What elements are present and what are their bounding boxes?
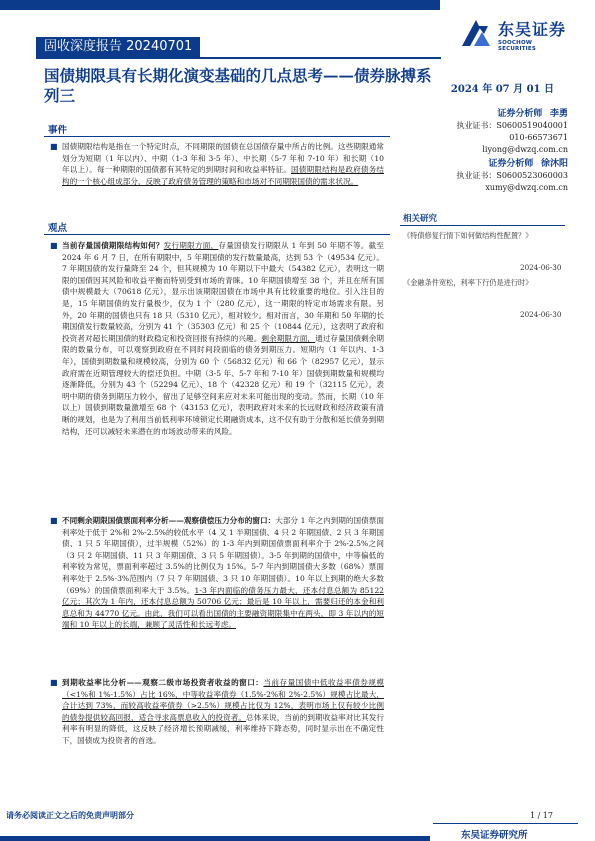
views-rule xyxy=(44,234,390,235)
company-logo xyxy=(458,14,568,54)
view-paragraph-3 xyxy=(50,677,385,747)
related-item-1-date: 2024-06-30 xyxy=(520,263,562,272)
view-1-lead: 当前存量国债期限结构如何？ xyxy=(62,241,164,250)
view-3-text-a: 当前存量国债中低收益率债券规模（<1%和 1%-1.5%）占比 16%，中等收益率债券（1.5%-2%和 2%-2.5%）规模占比最大，合计达到 73%，而较高收益率债券（>2.5%）规模占比仅为 12%，表明市场上仅有较少比例的债券提供较高回报，适合寻求高票息收入的投资者。 xyxy=(62,678,385,722)
related-item-2-title[interactable]: 《金融条件宽松，利率下行仍是进行时》 xyxy=(403,278,533,287)
view-2-text-a: 大部分 1 年之内到期的国债票面利率处于低于 2%和 2%-2.5%的较低水平（4 又 1 半期国债、4 只 2 年期国债、2 只 3 年期国债、1 只 5 年期国债），过半规模（52%）的 1-3 年内到期国债票面利率介于 2%-2.5%之间（3 只 2 年期国债、11 只 3 年期国债、3 只 5 年期国债）。3-5 年到期的国债中，中等偏低的利率较为常见，票面利率超过 3.5%的比例仅为 15%。5-7 年内到期国债大多数（68%）票面利率处于 2.5%-3%范围内（7 只 7 年期国债、3 只 10 年期国债）。10 年以上到期的绝大多数（69%）的国债票面利率大于 3.5%。 xyxy=(62,516,384,595)
view-paragraph-1 xyxy=(50,240,385,437)
report-type-tab: 固收深度报告 20240701 xyxy=(36,37,200,57)
bullet-icon: ■ xyxy=(50,678,58,687)
report-date: 2024 年 07 月 01 日 xyxy=(450,84,554,95)
footer-disclaimer: 请务必阅读正文之后的免责声明部分 xyxy=(6,810,134,820)
event-rule xyxy=(44,136,390,137)
view-2-lead: 不同剩余期限国债票面利率分析——观察债偿压力分布的窗口： xyxy=(62,516,276,525)
footer-bar xyxy=(0,836,430,841)
analyst-1-role: 证券分析师 xyxy=(497,109,543,119)
view-1-text-a: 存量国债发行期限从 1 年到 50 年期不等。截至 2024 年 6 月 7 日，在所有期限中，5 年期国债的发行数量最高，达到 53 个（49534 亿元）。7 年期国债的发行量降至 24 个，但其规模为 10 年期以下中最大（54382 亿元），表明这一期限的国债因其风险和收益平衡而特别受到市场的青睐。10 年期国债增至 38 个，并且在所有国债中规模最大（70618 亿元），显示出该期限国债在市场中具有比较重要的地位。引入注目的是，15 年期国债的发行量极少，仅为 1 个（280 亿元），这一期限的特定市场需求有限。另外，20 年期的国债也只有 18 只（5310 亿元），相对较少。相对而言，30 年期和 50 年期的长期国债发行数量较高，分别为 41 个（35303 亿元）和 25 个（10844 亿元），这表明了政府和投资者对超长期国债的财政稳定和投资回报有持续的兴趣。 xyxy=(62,241,385,343)
view-paragraph-2 xyxy=(50,515,384,631)
event-heading: 事件 xyxy=(48,125,68,136)
view-1-issuance-label: 发行期限方面， xyxy=(163,241,219,250)
page-number: 1 / 17 xyxy=(529,811,553,820)
related-item-1-title[interactable]: 《特债修复行情下如何做结构性配置？》 xyxy=(403,231,533,240)
analyst-2-name: 徐沐阳 xyxy=(540,159,568,169)
analyst-block-2 xyxy=(408,158,568,194)
bullet-icon: ■ xyxy=(50,516,58,525)
footer-rule xyxy=(433,823,578,824)
view-2-text-b: 1-3 年内面临的债务压力最大，还本付息总额为 85122 亿元；其次为 1 年内，还本付息总额为 50706 亿元；最后是 10 年以上，需要归还的本金和利息总和为 44770 亿元。由此，我们可以看出国债的主要融资期限集中在两头，即 3 年以内的短端和 10 年以上的长端，兼顾了灵活性和长远考虑。 xyxy=(62,585,384,630)
logo-mark-icon xyxy=(458,16,494,52)
analyst-1-phone: 010-66573671 xyxy=(509,133,568,142)
header-top-rule xyxy=(0,0,440,10)
event-paragraph xyxy=(50,141,384,187)
event-text-a: 国债期限结构是指在一个特定时点，不同期限的国债在总国债存量中所占的比例。这些期限通常划分为短期（1 年以内）、中期（1-3 年和 3-5 年）、中长期（5-7 年和 7-10 年）和长期（10 年以上）。每一种期限的国债都有其特定的到期时间和收益率特征。 xyxy=(62,142,384,175)
event-text-b: 国债期限结构是政府债务结构的一个核心组成部分，反映了政府债务管理的策略和市场对不同期限国债的需求状况。 xyxy=(62,165,384,186)
analyst-1-name: 李勇 xyxy=(549,109,568,119)
view-1-maturity-label: 剩余期限方面， xyxy=(261,333,316,343)
logo-name-cn: 东吴证券 xyxy=(498,20,567,39)
bullet-icon: ■ xyxy=(50,142,58,151)
analyst-1-email[interactable]: liyong@dwzq.com.cn xyxy=(482,145,568,154)
view-3-lead: 到期收益率比分析——观察二级市场投资者收益的窗口： xyxy=(62,678,264,687)
analyst-1-cert: 执业证书：S0600519040001 xyxy=(456,121,568,130)
bullet-icon: ■ xyxy=(50,241,58,250)
related-heading: 相关研究 xyxy=(403,214,438,224)
related-item-2-date: 2024-06-30 xyxy=(520,310,562,319)
footer-organization: 东吴证券研究所 xyxy=(461,830,528,841)
logo-name-en: SOOCHOW SECURITIES xyxy=(498,40,537,52)
analyst-block-1 xyxy=(408,108,568,156)
views-heading: 观点 xyxy=(48,223,68,234)
view-3-text-b: 总体来说，当前的到期收益率对比其发行利率有明显的降低，这反映了经济增长预期减缓，利率维持下降态势，同时显示出在不确定性下，国债成为投资者的首选。 xyxy=(62,712,385,745)
analyst-2-email[interactable]: xumy@dwzq.com.cn xyxy=(485,183,568,192)
related-rule xyxy=(400,225,565,226)
report-title: 国债期限具有长期化演变基础的几点思考——债券脉搏系列三 xyxy=(44,66,432,105)
view-1-text-b: 通过存量国债剩余期限的数量分布，可以观察到政府在不同时间段面临的债务到期压力。短期内（1 年以内、1-3 年），国债到期数量和规模较高，分别为 60 个（56832 亿元）和 66 个（82957 亿元），显示政府需在近期管理较大的偿还负担。中期（3-5 年、5-7 年和 7-10 年）国债到期数量和规模均逐渐降低，分别为 43 个（52294 亿元）、18 个（42328 亿元）和 19 个（32115 亿元），表明中期的债务到期压力较小，留出了足够空间来应对未来可能出现的变动。然而，长期（10 年以上）国债到期数量激增至 68 个（43153 亿元），表明政府对未来的长远财政和经济政策有清晰的规划，也是为了利用当前低利率环境锁定长期融资成本，这不仅有助于分散和延长债务到期结构，还可以减轻未来潜在的市场波动带来的风险。 xyxy=(62,333,385,436)
header-underline xyxy=(36,57,441,59)
analyst-2-cert: 执业证书：S0600523060003 xyxy=(456,171,568,180)
analyst-2-role: 证券分析师 xyxy=(488,159,534,169)
